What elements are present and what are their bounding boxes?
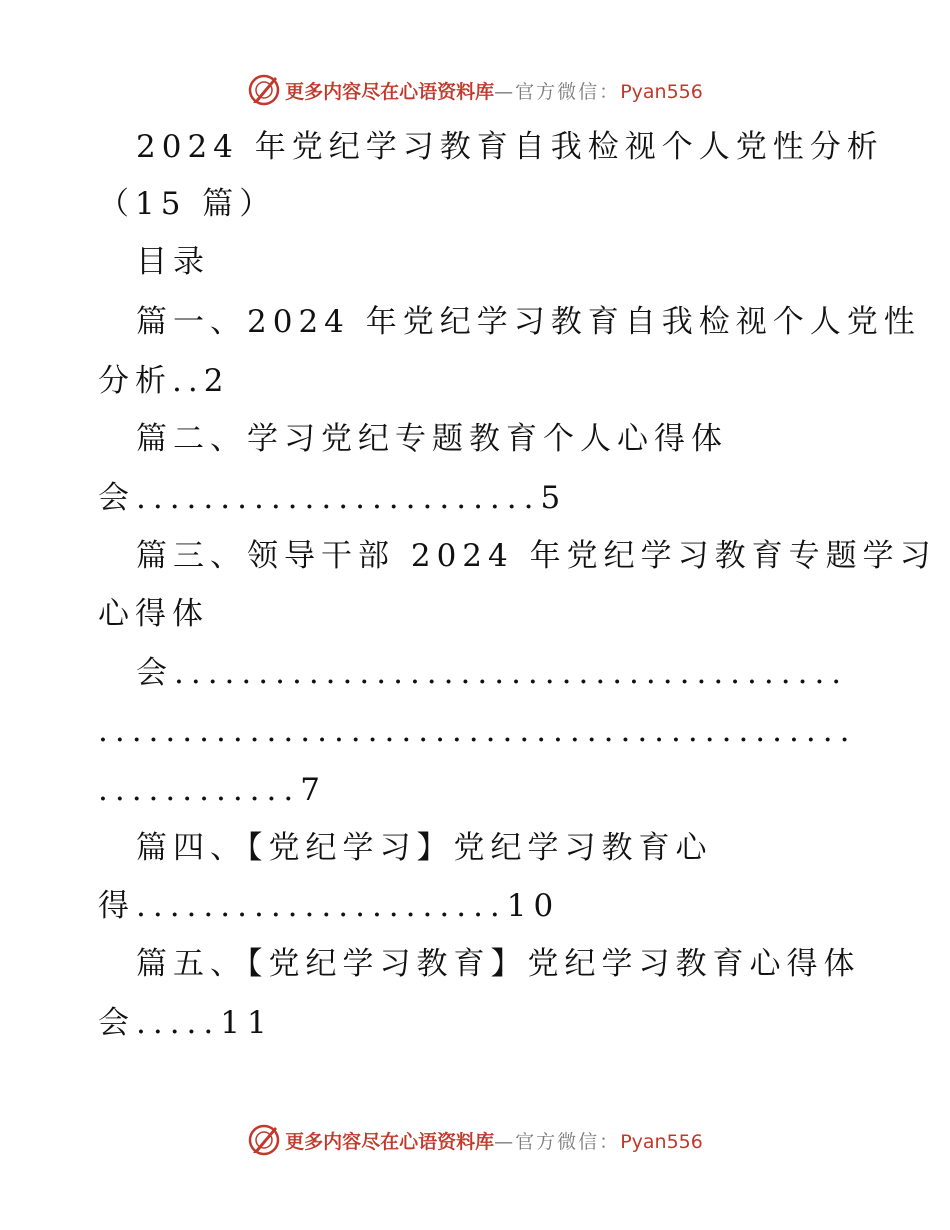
watermark-text <box>285 77 703 104</box>
official-label: 官方微信： <box>515 80 621 103</box>
toc-item-5-page[interactable]: 会.....11 <box>98 1005 274 1041</box>
separator-text: — <box>494 1130 516 1153</box>
quill-logo-icon <box>247 73 281 107</box>
toc-item-3-title-cont[interactable]: 心得体 <box>98 596 209 632</box>
document-title-line1: 2024 年党纪学习教育自我检视个人党性分析 <box>136 129 884 165</box>
separator-text: — <box>494 80 516 103</box>
toc-item-3-page[interactable]: ............7 <box>98 772 327 808</box>
toc-item-2-title[interactable]: 篇二、学习党纪专题教育个人心得体 <box>136 421 728 457</box>
toc-item-4-title[interactable]: 篇四、【党纪学习】党纪学习教育心 <box>136 830 713 866</box>
header-watermark-banner <box>0 70 950 110</box>
toc-item-3-leader-1[interactable]: 会........................................ <box>136 655 849 691</box>
toc-item-3-title[interactable]: 篇三、领导干部 2024 年党纪学习教育专题学习 <box>136 538 937 574</box>
toc-item-1-page[interactable]: 分析..2 <box>98 363 230 399</box>
toc-item-4-page[interactable]: 得......................10 <box>98 888 561 924</box>
toc-item-2-page[interactable]: 会........................5 <box>98 480 568 516</box>
toc-item-5-title[interactable]: 篇五、【党纪学习教育】党纪学习教育心得体 <box>136 946 861 982</box>
wechat-id: Pyan556 <box>620 80 703 103</box>
toc-heading: 目录 <box>136 244 210 280</box>
brand-text: 更多内容尽在心语资料库 <box>285 1130 495 1153</box>
toc-item-1-title[interactable]: 篇一、2024 年党纪学习教育自我检视个人党性 <box>136 304 921 340</box>
watermark-text <box>285 1127 703 1154</box>
brand-text: 更多内容尽在心语资料库 <box>285 80 495 103</box>
wechat-id: Pyan556 <box>620 1130 703 1153</box>
quill-logo-icon <box>247 1123 281 1157</box>
document-title-line2: （15 篇） <box>98 186 277 222</box>
footer-watermark-banner <box>0 1120 950 1160</box>
toc-item-3-leader-2[interactable]: ............................................. <box>98 713 857 749</box>
official-label: 官方微信： <box>515 1130 621 1153</box>
